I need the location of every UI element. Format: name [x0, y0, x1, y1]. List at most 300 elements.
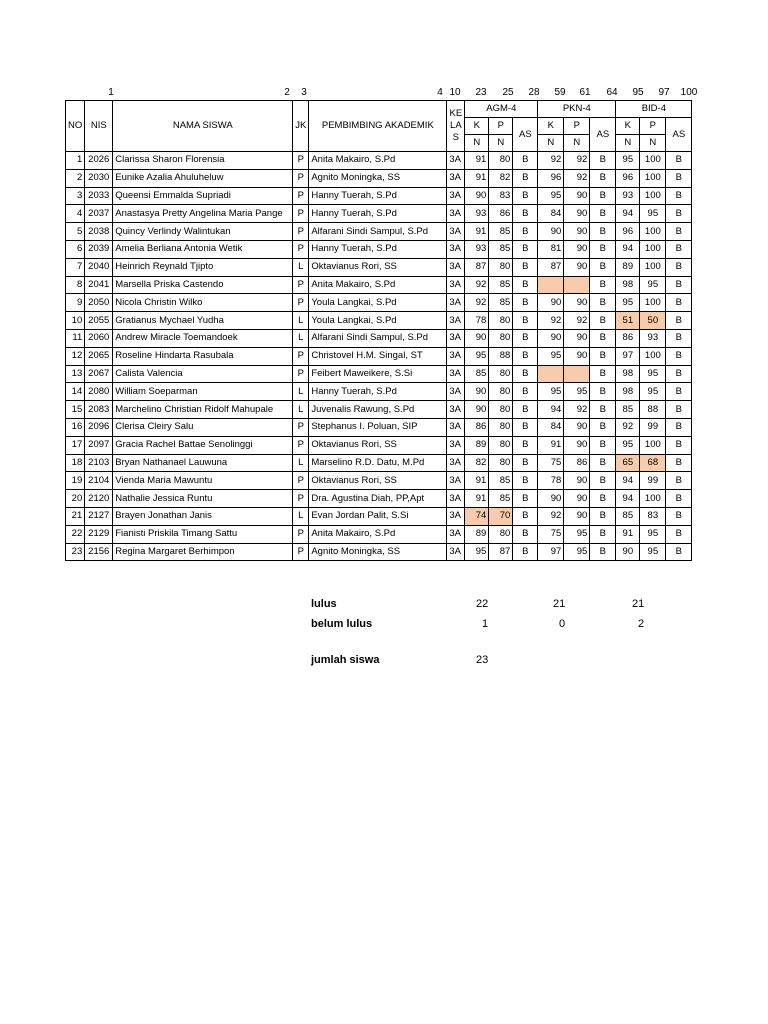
cell-agm-k: 93 [465, 205, 489, 223]
cell-jk: P [293, 240, 309, 258]
cell-pembimbing: Oktavianus Rori, SS [309, 472, 447, 490]
cell-pembimbing: Anita Makairo, S.Pd [309, 276, 447, 294]
cell-pkn-k: 90 [538, 490, 564, 508]
header-agm-as: AS [513, 118, 538, 152]
cell-jk: P [293, 543, 309, 561]
cell-nama: Brayen Jonathan Janis [113, 507, 293, 525]
cell-agm-k: 93 [465, 240, 489, 258]
cell-jk: L [293, 507, 309, 525]
cell-bid-k: 96 [616, 223, 640, 241]
cell-pembimbing: Stephanus I. Poluan, SIP [309, 418, 447, 436]
cell-kelas: 3A [447, 329, 465, 347]
cell-agm-k: 87 [465, 258, 489, 276]
cell-no: 17 [66, 436, 85, 454]
cell-agm-k: 91 [465, 223, 489, 241]
cell-pembimbing: Oktavianus Rori, SS [309, 436, 447, 454]
cell-pembimbing: Alfarani Sindi Sampul, S.Pd [309, 329, 447, 347]
cell-bid-k: 89 [616, 258, 640, 276]
colnum: 100 [680, 87, 698, 98]
cell-agm-as: B [513, 329, 538, 347]
cell-kelas: 3A [447, 365, 465, 383]
cell-bid-k: 93 [616, 187, 640, 205]
cell-nis: 2055 [85, 312, 113, 330]
cell-no: 14 [66, 383, 85, 401]
header-pkn-k: K [538, 118, 564, 135]
cell-bid-as: B [666, 294, 692, 312]
cell-no: 21 [66, 507, 85, 525]
cell-bid-as: B [666, 401, 692, 419]
cell-bid-as: B [666, 152, 692, 170]
cell-bid-k: 51 [616, 312, 640, 330]
cell-bid-k: 65 [616, 454, 640, 472]
header-pkn-p: P [564, 118, 590, 135]
cell-agm-k: 91 [465, 169, 489, 187]
table-row [66, 240, 692, 258]
header-jk: JK [293, 101, 309, 152]
cell-no: 20 [66, 490, 85, 508]
cell-kelas: 3A [447, 436, 465, 454]
cell-agm-as: B [513, 454, 538, 472]
cell-bid-k: 95 [616, 152, 640, 170]
cell-kelas: 3A [447, 401, 465, 419]
header-bid-p: P [640, 118, 666, 135]
cell-pkn-as: B [590, 472, 616, 490]
cell-nama: Queensi Emmalda Supriadi [113, 187, 293, 205]
cell-jk: P [293, 490, 309, 508]
cell-jk: L [293, 312, 309, 330]
cell-bid-p: 100 [640, 490, 666, 508]
cell-bid-k: 85 [616, 401, 640, 419]
cell-agm-p: 87 [489, 543, 513, 561]
cell-bid-p: 95 [640, 543, 666, 561]
cell-bid-p: 95 [640, 525, 666, 543]
table-row [66, 401, 692, 419]
cell-bid-p: 88 [640, 401, 666, 419]
cell-bid-as: B [666, 472, 692, 490]
cell-pkn-p: 95 [564, 543, 590, 561]
cell-bid-as: B [666, 347, 692, 365]
cell-no: 10 [66, 312, 85, 330]
cell-kelas: 3A [447, 507, 465, 525]
cell-agm-p: 85 [489, 240, 513, 258]
cell-pkn-k: 90 [538, 223, 564, 241]
cell-agm-p: 80 [489, 525, 513, 543]
cell-bid-p: 100 [640, 169, 666, 187]
cell-pkn-p [564, 276, 590, 294]
cell-pkn-as: B [590, 418, 616, 436]
cell-kelas: 3A [447, 472, 465, 490]
cell-pkn-p: 90 [564, 472, 590, 490]
cell-pembimbing: Hanny Tuerah, S.Pd [309, 187, 447, 205]
cell-pembimbing: Agnito Moningka, SS [309, 543, 447, 561]
table-row [66, 365, 692, 383]
cell-pkn-as: B [590, 507, 616, 525]
cell-jk: P [293, 436, 309, 454]
table-row [66, 507, 692, 525]
header-nis: NIS [85, 101, 113, 152]
cell-pkn-as: B [590, 276, 616, 294]
table-row [66, 294, 692, 312]
summary-belum-pkn: 0 [559, 618, 566, 630]
cell-nis: 2129 [85, 525, 113, 543]
summary-jumlah-label: jumlah siswa [311, 654, 380, 666]
cell-pkn-p: 90 [564, 187, 590, 205]
cell-pkn-k: 90 [538, 329, 564, 347]
cell-pkn-k: 95 [538, 383, 564, 401]
cell-no: 7 [66, 258, 85, 276]
cell-bid-p: 50 [640, 312, 666, 330]
cell-bid-p: 100 [640, 152, 666, 170]
cell-agm-as: B [513, 383, 538, 401]
cell-bid-as: B [666, 169, 692, 187]
cell-nis: 2060 [85, 329, 113, 347]
cell-agm-as: B [513, 401, 538, 419]
cell-pkn-p: 92 [564, 152, 590, 170]
cell-agm-p: 85 [489, 223, 513, 241]
header-pkn: PKN-4 [538, 101, 616, 118]
cell-agm-p: 70 [489, 507, 513, 525]
cell-bid-p: 83 [640, 507, 666, 525]
cell-kelas: 3A [447, 418, 465, 436]
cell-nis: 2097 [85, 436, 113, 454]
cell-pkn-p: 90 [564, 223, 590, 241]
cell-nama: Andrew Miracle Toemandoek [113, 329, 293, 347]
table-row [66, 490, 692, 508]
summary-belum-label: belum lulus [311, 618, 373, 630]
summary-belum-bid: 2 [638, 618, 645, 630]
colnum: 97 [658, 87, 670, 98]
cell-jk: P [293, 205, 309, 223]
cell-jk: L [293, 329, 309, 347]
colnum: 59 [554, 87, 566, 98]
cell-pembimbing: Anita Makairo, S.Pd [309, 525, 447, 543]
cell-pkn-p: 90 [564, 507, 590, 525]
header-pembimbing: PEMBIMBING AKADEMIK [309, 101, 447, 152]
cell-bid-p: 100 [640, 240, 666, 258]
cell-pkn-k: 90 [538, 294, 564, 312]
cell-pkn-k [538, 276, 564, 294]
cell-pembimbing: Alfarani Sindi Sampul, S.Pd [309, 223, 447, 241]
colnum: 61 [579, 87, 591, 98]
cell-pkn-k: 81 [538, 240, 564, 258]
cell-nis: 2040 [85, 258, 113, 276]
cell-agm-as: B [513, 490, 538, 508]
cell-pkn-k: 75 [538, 525, 564, 543]
cell-no: 8 [66, 276, 85, 294]
cell-pembimbing: Marselino R.D. Datu, M.Pd [309, 454, 447, 472]
cell-agm-p: 85 [489, 294, 513, 312]
cell-bid-as: B [666, 205, 692, 223]
cell-jk: P [293, 152, 309, 170]
cell-pkn-p [564, 365, 590, 383]
header-kelas-3: S [452, 132, 460, 143]
cell-bid-k: 94 [616, 205, 640, 223]
cell-agm-k: 82 [465, 454, 489, 472]
cell-no: 16 [66, 418, 85, 436]
cell-pembimbing: Youla Langkai, S.Pd [309, 294, 447, 312]
cell-jk: P [293, 169, 309, 187]
cell-nama: Calista Valencia [113, 365, 293, 383]
cell-kelas: 3A [447, 347, 465, 365]
cell-bid-p: 100 [640, 347, 666, 365]
cell-agm-k: 90 [465, 401, 489, 419]
cell-pkn-p: 90 [564, 258, 590, 276]
cell-kelas: 3A [447, 187, 465, 205]
header-agm-p-n: N [489, 135, 513, 152]
cell-nis: 2120 [85, 490, 113, 508]
table-row [66, 152, 692, 170]
cell-pkn-k: 75 [538, 454, 564, 472]
cell-pembimbing: Hanny Tuerah, S.Pd [309, 205, 447, 223]
table-row [66, 454, 692, 472]
cell-bid-k: 85 [616, 507, 640, 525]
cell-nama: Gratianus Mychael Yudha [113, 312, 293, 330]
cell-bid-as: B [666, 507, 692, 525]
cell-agm-k: 74 [465, 507, 489, 525]
cell-agm-k: 92 [465, 294, 489, 312]
cell-bid-as: B [666, 436, 692, 454]
colnum: 64 [606, 87, 618, 98]
cell-no: 18 [66, 454, 85, 472]
cell-nama: William Soeparman [113, 383, 293, 401]
cell-agm-as: B [513, 276, 538, 294]
cell-pembimbing: Agnito Moningka, SS [309, 169, 447, 187]
cell-pkn-as: B [590, 205, 616, 223]
cell-agm-as: B [513, 294, 538, 312]
table-row [66, 312, 692, 330]
cell-agm-k: 95 [465, 347, 489, 365]
cell-pembimbing: Juvenalis Rawung, S.Pd [309, 401, 447, 419]
cell-bid-p: 93 [640, 329, 666, 347]
cell-bid-k: 86 [616, 329, 640, 347]
header-bid-k: K [616, 118, 640, 135]
cell-pkn-k: 78 [538, 472, 564, 490]
cell-bid-p: 99 [640, 418, 666, 436]
cell-nama: Heinrich Reynald Tjipto [113, 258, 293, 276]
cell-agm-k: 85 [465, 365, 489, 383]
cell-nis: 2104 [85, 472, 113, 490]
cell-agm-p: 80 [489, 312, 513, 330]
cell-bid-p: 100 [640, 436, 666, 454]
cell-nis: 2083 [85, 401, 113, 419]
cell-nis: 2026 [85, 152, 113, 170]
cell-bid-p: 95 [640, 205, 666, 223]
cell-no: 5 [66, 223, 85, 241]
cell-nama: Nathalie Jessica Runtu [113, 490, 293, 508]
cell-nama: Fianisti Priskila Timang Sattu [113, 525, 293, 543]
cell-pkn-k: 92 [538, 312, 564, 330]
cell-nama: Marsella Priska Castendo [113, 276, 293, 294]
table-row [66, 276, 692, 294]
cell-pkn-as: B [590, 169, 616, 187]
table-row [66, 543, 692, 561]
cell-agm-as: B [513, 240, 538, 258]
cell-pembimbing: Feibert Maweikere, S.Si [309, 365, 447, 383]
cell-agm-as: B [513, 258, 538, 276]
cell-pkn-as: B [590, 365, 616, 383]
cell-pembimbing: Evan Jordan Palit, S.Si [309, 507, 447, 525]
table-row [66, 169, 692, 187]
cell-bid-k: 97 [616, 347, 640, 365]
cell-bid-as: B [666, 365, 692, 383]
cell-jk: P [293, 365, 309, 383]
cell-jk: P [293, 294, 309, 312]
cell-agm-k: 89 [465, 436, 489, 454]
cell-bid-as: B [666, 187, 692, 205]
colnum: 23 [475, 87, 487, 98]
cell-jk: L [293, 383, 309, 401]
cell-nis: 2038 [85, 223, 113, 241]
cell-jk: P [293, 187, 309, 205]
cell-agm-as: B [513, 223, 538, 241]
cell-pkn-k: 92 [538, 507, 564, 525]
summary-belum-agm: 1 [482, 618, 489, 630]
header-pkn-k-n: N [538, 135, 564, 152]
cell-agm-p: 80 [489, 365, 513, 383]
cell-nama: Anastasya Pretty Angelina Maria Pange [113, 205, 293, 223]
cell-bid-p: 100 [640, 258, 666, 276]
cell-bid-as: B [666, 223, 692, 241]
cell-nama: Gracia Rachel Battae Senolinggi [113, 436, 293, 454]
cell-agm-k: 78 [465, 312, 489, 330]
cell-no: 1 [66, 152, 85, 170]
cell-pembimbing: Dra. Agustina Diah, PP,Apt [309, 490, 447, 508]
cell-agm-p: 82 [489, 169, 513, 187]
cell-agm-as: B [513, 525, 538, 543]
cell-agm-k: 95 [465, 543, 489, 561]
cell-kelas: 3A [447, 169, 465, 187]
header-kelas [447, 101, 465, 152]
cell-jk: P [293, 418, 309, 436]
header-bid-as: AS [666, 118, 692, 152]
cell-pkn-k: 97 [538, 543, 564, 561]
cell-agm-p: 80 [489, 454, 513, 472]
cell-jk: P [293, 223, 309, 241]
cell-kelas: 3A [447, 240, 465, 258]
cell-agm-as: B [513, 169, 538, 187]
cell-agm-p: 80 [489, 401, 513, 419]
cell-bid-p: 100 [640, 294, 666, 312]
colnum: 1 [108, 87, 114, 98]
cell-bid-p: 95 [640, 365, 666, 383]
cell-agm-as: B [513, 418, 538, 436]
cell-agm-k: 90 [465, 329, 489, 347]
cell-agm-p: 80 [489, 152, 513, 170]
cell-pkn-p: 90 [564, 329, 590, 347]
summary-lulus-label: lulus [311, 598, 337, 610]
cell-bid-k: 94 [616, 240, 640, 258]
cell-agm-k: 86 [465, 418, 489, 436]
header-no: NO [66, 101, 85, 152]
summary-lulus-pkn: 21 [553, 598, 566, 610]
cell-nama: Quincy Verlindy Walintukan [113, 223, 293, 241]
cell-nis: 2037 [85, 205, 113, 223]
cell-agm-p: 88 [489, 347, 513, 365]
header-pkn-p-n: N [564, 135, 590, 152]
cell-pkn-k: 95 [538, 347, 564, 365]
cell-agm-p: 80 [489, 329, 513, 347]
cell-agm-p: 85 [489, 472, 513, 490]
cell-pkn-k [538, 365, 564, 383]
cell-pembimbing: Oktavianus Rori, SS [309, 258, 447, 276]
cell-no: 23 [66, 543, 85, 561]
table-row [66, 187, 692, 205]
cell-pkn-p: 95 [564, 525, 590, 543]
cell-agm-k: 91 [465, 152, 489, 170]
cell-bid-as: B [666, 383, 692, 401]
cell-bid-p: 68 [640, 454, 666, 472]
header-nama-siswa: NAMA SISWA [113, 101, 293, 152]
cell-pkn-k: 95 [538, 187, 564, 205]
cell-nis: 2050 [85, 294, 113, 312]
cell-no: 11 [66, 329, 85, 347]
cell-agm-as: B [513, 205, 538, 223]
header-agm-k-n: N [465, 135, 489, 152]
cell-kelas: 3A [447, 223, 465, 241]
cell-pkn-as: B [590, 525, 616, 543]
cell-agm-as: B [513, 436, 538, 454]
cell-agm-p: 83 [489, 187, 513, 205]
colnum: 4 [437, 87, 443, 98]
cell-no: 15 [66, 401, 85, 419]
cell-nama: Marchelino Christian Ridolf Mahupale [113, 401, 293, 419]
summary-lulus-agm: 22 [476, 598, 489, 610]
cell-bid-as: B [666, 490, 692, 508]
cell-pkn-as: B [590, 223, 616, 241]
cell-nis: 2065 [85, 347, 113, 365]
header-bid: BID-4 [616, 101, 692, 118]
cell-agm-as: B [513, 365, 538, 383]
cell-bid-k: 91 [616, 525, 640, 543]
cell-pkn-as: B [590, 258, 616, 276]
table-row [66, 205, 692, 223]
cell-nis: 2067 [85, 365, 113, 383]
header-bid-k-n: N [616, 135, 640, 152]
cell-bid-p: 100 [640, 187, 666, 205]
cell-pkn-p: 90 [564, 436, 590, 454]
cell-nis: 2039 [85, 240, 113, 258]
cell-jk: P [293, 347, 309, 365]
cell-pkn-as: B [590, 329, 616, 347]
cell-pembimbing: Hanny Tuerah, S.Pd [309, 240, 447, 258]
cell-bid-k: 98 [616, 383, 640, 401]
cell-pkn-p: 92 [564, 312, 590, 330]
cell-jk: P [293, 472, 309, 490]
cell-jk: L [293, 258, 309, 276]
cell-agm-as: B [513, 312, 538, 330]
cell-bid-as: B [666, 525, 692, 543]
summary-jumlah-value: 23 [476, 654, 489, 666]
cell-jk: P [293, 276, 309, 294]
cell-no: 4 [66, 205, 85, 223]
cell-nis: 2103 [85, 454, 113, 472]
colnum: 2 [284, 87, 290, 98]
table-row [66, 258, 692, 276]
colnum: 10 [449, 87, 461, 98]
cell-no: 2 [66, 169, 85, 187]
cell-agm-as: B [513, 152, 538, 170]
cell-pkn-as: B [590, 347, 616, 365]
cell-nis: 2041 [85, 276, 113, 294]
table-row [66, 329, 692, 347]
cell-pembimbing: Hanny Tuerah, S.Pd [309, 383, 447, 401]
cell-bid-k: 98 [616, 365, 640, 383]
cell-pkn-k: 84 [538, 418, 564, 436]
cell-pkn-p: 90 [564, 490, 590, 508]
cell-kelas: 3A [447, 454, 465, 472]
cell-pkn-p: 90 [564, 240, 590, 258]
cell-no: 3 [66, 187, 85, 205]
